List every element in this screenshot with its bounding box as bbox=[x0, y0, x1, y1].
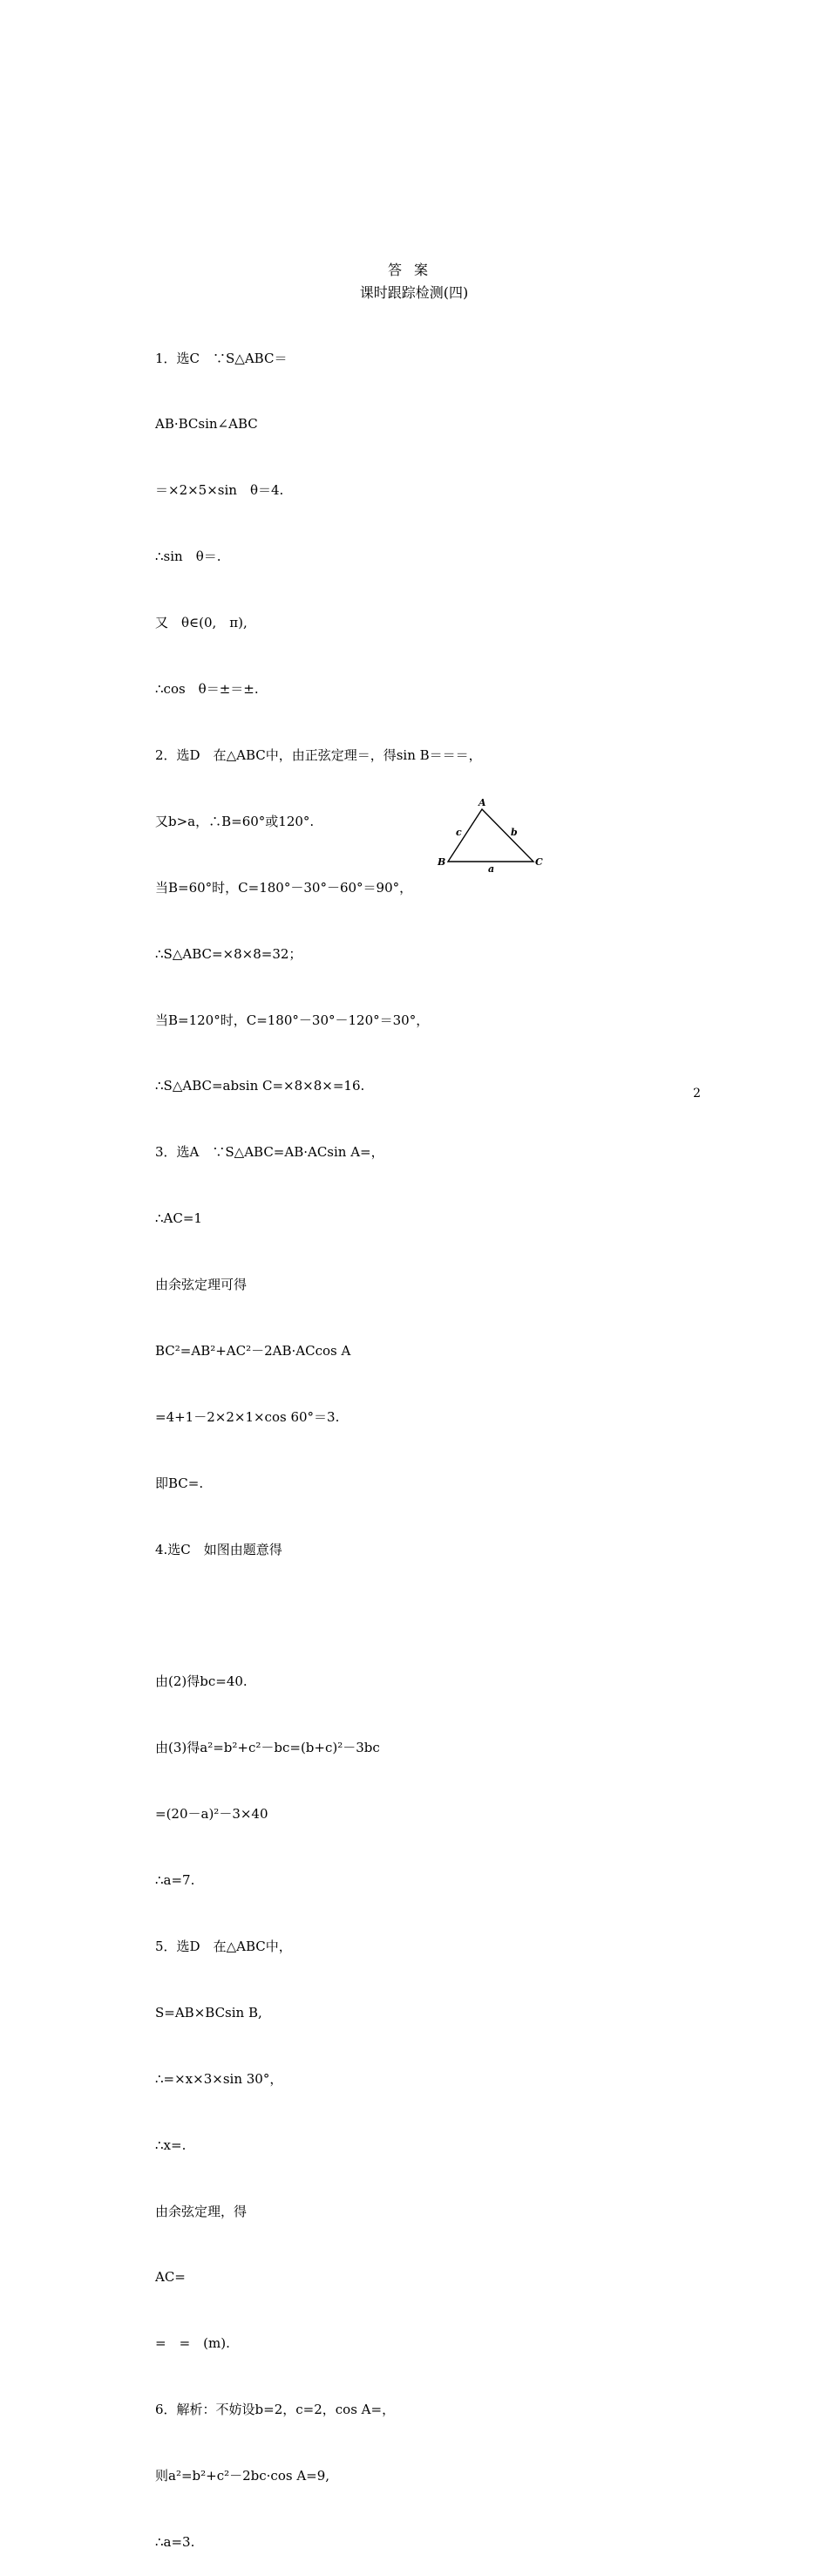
vertex-a-label: A bbox=[478, 797, 486, 808]
text-line: 5．选D 在△ABC中， bbox=[155, 1938, 292, 1954]
text-line: =(20－a)²－3×40 bbox=[155, 1806, 268, 1823]
text-line: 6．解析：不妨设b=2，c=2，cos A=， bbox=[155, 2402, 396, 2418]
text-line: ∴x=. bbox=[155, 2136, 187, 2153]
side-c-label: c bbox=[456, 827, 462, 838]
text-line: ∴a=3. bbox=[155, 2533, 195, 2550]
text-line: =4+1－2×2×1×cos 60°＝3. bbox=[155, 1408, 340, 1425]
text-line: S=AB×BCsin B, bbox=[155, 2004, 262, 2021]
text-line: AB·BCsin∠ABC bbox=[155, 416, 258, 433]
text-line: 由余弦定理可得 bbox=[155, 1277, 248, 1293]
text-line: ∴cos θ＝±＝±. bbox=[155, 681, 259, 698]
text-line: 4.选C 如图由题意得 bbox=[155, 1541, 282, 1557]
answer-text bbox=[155, 303, 482, 2576]
text-line: 当B=120°时，C=180°－30°－120°＝30°， bbox=[155, 1012, 430, 1028]
vertex-b-label: B bbox=[438, 856, 446, 868]
triangle-figure bbox=[434, 795, 556, 874]
answer-title: 答案 bbox=[387, 262, 440, 278]
text-line: ∴S△ABC=×8×8=32； bbox=[155, 945, 302, 962]
text-line: 2．选D 在△ABC中，由正弦定理＝，得sin B＝＝＝， bbox=[155, 746, 482, 763]
text-line: 由余弦定理，得 bbox=[155, 2203, 248, 2219]
text-line: BC²=AB²+AC²－2AB·ACcos A bbox=[155, 1342, 351, 1359]
text-line: 即BC=. bbox=[155, 1475, 204, 1491]
text-line: ＝×2×5×sin θ＝4. bbox=[155, 482, 284, 499]
text-line: = = (m). bbox=[155, 2335, 230, 2352]
side-b-label: b bbox=[511, 827, 518, 838]
text-line: 3．选A ∵S△ABC=AB·ACsin A=， bbox=[155, 1144, 384, 1161]
text-line: 又 θ∈(0, π), bbox=[155, 615, 248, 631]
text-line: 1．选C ∵S△ABC＝ bbox=[155, 350, 288, 366]
text-line: ∴S△ABC=absin C=×8×8×=16. bbox=[155, 1078, 365, 1094]
text-line: 又b>a，∴B=60°或120°. bbox=[155, 813, 315, 829]
text-line: 由(3)得a²=b²+c²－bc=(b+c)²－3bc bbox=[155, 1740, 380, 1756]
text-line: ∴a=7. bbox=[155, 1872, 195, 1889]
text-line: ∴AC=1 bbox=[155, 1210, 202, 1227]
text-line: ∴=×x×3×sin 30°， bbox=[155, 2070, 283, 2087]
text-line: AC= bbox=[155, 2269, 186, 2286]
text-line: 当B=60°时，C=180°－30°－60°＝90°， bbox=[155, 879, 413, 896]
text-line: 则a²=b²+c²－2bc·cos A=9, bbox=[155, 2468, 330, 2484]
section-subtitle: 课时跟踪检测(四) bbox=[359, 284, 469, 301]
page-number: 2 bbox=[693, 1087, 701, 1101]
text-line: 由(2)得bc=40. bbox=[155, 1673, 248, 1690]
vertex-c-label: C bbox=[535, 856, 543, 868]
text-line bbox=[155, 1605, 482, 1627]
side-a-label: a bbox=[488, 863, 495, 875]
text-line: ∴sin θ＝. bbox=[155, 549, 221, 565]
